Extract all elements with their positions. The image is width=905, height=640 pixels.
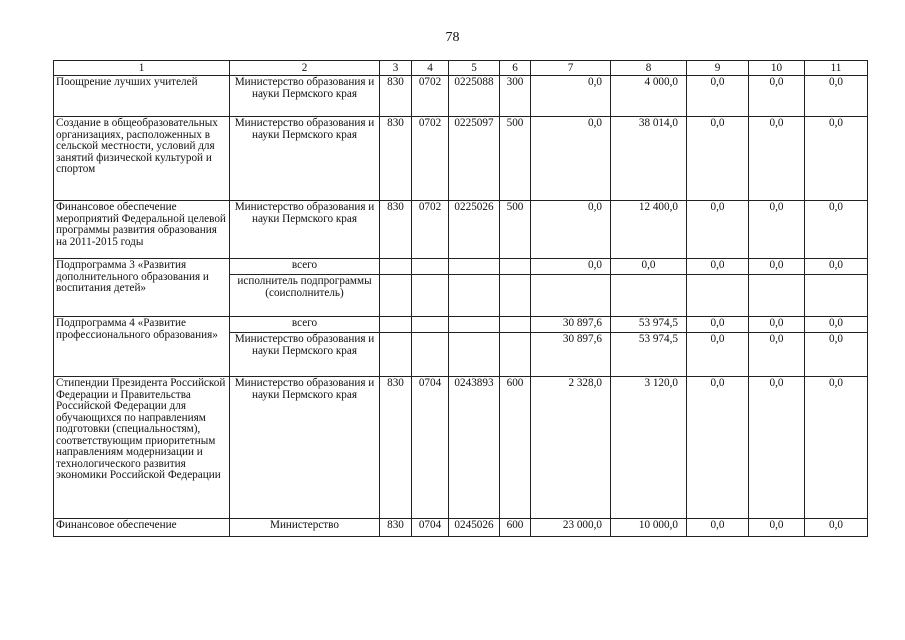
csr-cell	[449, 259, 500, 275]
column-header: 8	[611, 61, 687, 76]
csr-cell: 0245026	[449, 519, 500, 537]
rzpr-cell: 0702	[412, 201, 449, 259]
rzpr-cell: 0704	[412, 377, 449, 519]
value-cell: 0,0	[687, 317, 749, 333]
csr-cell: 0243893	[449, 377, 500, 519]
rzpr-cell	[412, 259, 449, 275]
row-name: Поощрение лучших учителей	[54, 76, 230, 117]
csr-cell: 0225097	[449, 117, 500, 201]
grbs-cell: 830	[380, 201, 412, 259]
value-cell: 12 400,0	[611, 201, 687, 259]
value-cell: 0,0	[531, 117, 611, 201]
rzpr-cell	[412, 275, 449, 317]
vr-cell: 600	[500, 377, 531, 519]
grbs-cell	[380, 259, 412, 275]
table-header-row	[54, 61, 868, 76]
value-cell: 0,0	[749, 377, 805, 519]
column-header: 7	[531, 61, 611, 76]
rzpr-cell: 0704	[412, 519, 449, 537]
vr-cell	[500, 333, 531, 377]
subprogram-3-total-row	[54, 259, 868, 275]
value-cell: 0,0	[687, 519, 749, 537]
value-cell: 0,0	[749, 259, 805, 275]
value-cell: 0,0	[611, 259, 687, 275]
value-cell: 38 014,0	[611, 117, 687, 201]
table-row	[54, 377, 868, 519]
vr-cell: 500	[500, 201, 531, 259]
value-cell: 0,0	[749, 317, 805, 333]
row-executor: Министерство образования и науки Пермского края	[230, 201, 380, 259]
row-name: Создание в общеобразовательных организациях, расположенных в сельской местности, условий для занятий физической культурой и спортом	[54, 117, 230, 201]
table-row	[54, 117, 868, 201]
vr-cell	[500, 259, 531, 275]
vr-cell: 600	[500, 519, 531, 537]
table-row	[54, 519, 868, 537]
value-cell	[749, 275, 805, 317]
value-cell: 0,0	[805, 117, 868, 201]
row-executor: всего	[230, 259, 380, 275]
value-cell: 0,0	[687, 117, 749, 201]
value-cell: 30 897,6	[531, 333, 611, 377]
csr-cell	[449, 333, 500, 377]
value-cell: 0,0	[805, 519, 868, 537]
value-cell: 0,0	[531, 76, 611, 117]
value-cell: 23 000,0	[531, 519, 611, 537]
column-header: 2	[230, 61, 380, 76]
value-cell: 0,0	[687, 76, 749, 117]
rzpr-cell	[412, 317, 449, 333]
column-header: 6	[500, 61, 531, 76]
vr-cell: 500	[500, 117, 531, 201]
table-row	[54, 201, 868, 259]
row-name: Финансовое обеспечение	[54, 519, 230, 537]
value-cell: 0,0	[687, 333, 749, 377]
value-cell: 53 974,5	[611, 317, 687, 333]
page-number: 78	[445, 30, 460, 45]
value-cell	[531, 275, 611, 317]
rzpr-cell: 0702	[412, 117, 449, 201]
value-cell: 0,0	[749, 201, 805, 259]
grbs-cell: 830	[380, 76, 412, 117]
value-cell: 0,0	[805, 76, 868, 117]
row-executor: Министерство образования и науки Пермского края	[230, 377, 380, 519]
subprogram-3-name: Подпрограмма 3 «Развития дополнительного образования и воспитания детей»	[54, 259, 230, 317]
rzpr-cell	[412, 333, 449, 377]
row-executor: Министерство образования и науки Пермского края	[230, 76, 380, 117]
budget-table	[53, 60, 868, 537]
value-cell: 0,0	[687, 377, 749, 519]
csr-cell: 0225088	[449, 76, 500, 117]
value-cell: 0,0	[749, 519, 805, 537]
value-cell: 0,0	[805, 377, 868, 519]
value-cell: 53 974,5	[611, 333, 687, 377]
grbs-cell: 830	[380, 519, 412, 537]
value-cell: 0,0	[805, 333, 868, 377]
value-cell: 0,0	[687, 201, 749, 259]
row-executor: Министерство образования и науки Пермского края	[230, 333, 380, 377]
vr-cell: 300	[500, 76, 531, 117]
table-row	[54, 76, 868, 117]
value-cell: 0,0	[531, 259, 611, 275]
row-executor: Министерство	[230, 519, 380, 537]
column-header: 5	[449, 61, 500, 76]
column-header: 11	[805, 61, 868, 76]
value-cell	[687, 275, 749, 317]
subprogram-4-total-row	[54, 317, 868, 333]
value-cell: 30 897,6	[531, 317, 611, 333]
rzpr-cell: 0702	[412, 76, 449, 117]
row-name: Стипендии Президента Российской Федерации и Правительства Российской Федерации для обучающихся по направлениям подготовки (специальностям), соответствующим приоритетным направлениям модернизации и технологического развития экономики Российской Федерации	[54, 377, 230, 519]
column-header: 10	[749, 61, 805, 76]
vr-cell	[500, 275, 531, 317]
column-header: 1	[54, 61, 230, 76]
value-cell: 0,0	[805, 259, 868, 275]
grbs-cell	[380, 275, 412, 317]
value-cell: 4 000,0	[611, 76, 687, 117]
value-cell: 0,0	[687, 259, 749, 275]
row-name: Финансовое обеспечение мероприятий Федеральной целевой программы развития образования на 2011-2015 годы	[54, 201, 230, 259]
value-cell: 0,0	[805, 317, 868, 333]
csr-cell	[449, 275, 500, 317]
value-cell: 3 120,0	[611, 377, 687, 519]
column-header: 4	[412, 61, 449, 76]
csr-cell: 0225026	[449, 201, 500, 259]
value-cell: 0,0	[749, 333, 805, 377]
value-cell	[805, 275, 868, 317]
value-cell: 10 000,0	[611, 519, 687, 537]
vr-cell	[500, 317, 531, 333]
column-header: 9	[687, 61, 749, 76]
value-cell: 0,0	[749, 117, 805, 201]
column-header: 3	[380, 61, 412, 76]
row-executor: всего	[230, 317, 380, 333]
value-cell	[611, 275, 687, 317]
grbs-cell	[380, 317, 412, 333]
value-cell: 0,0	[749, 76, 805, 117]
value-cell: 0,0	[805, 201, 868, 259]
grbs-cell: 830	[380, 117, 412, 201]
row-executor: исполнитель подпрограммы (соисполнитель)	[230, 275, 380, 317]
csr-cell	[449, 317, 500, 333]
subprogram-4-name: Подпрограмма 4 «Развитие профессионального образования»	[54, 317, 230, 377]
value-cell: 2 328,0	[531, 377, 611, 519]
grbs-cell	[380, 333, 412, 377]
value-cell: 0,0	[531, 201, 611, 259]
grbs-cell: 830	[380, 377, 412, 519]
row-executor: Министерство образования и науки Пермского края	[230, 117, 380, 201]
